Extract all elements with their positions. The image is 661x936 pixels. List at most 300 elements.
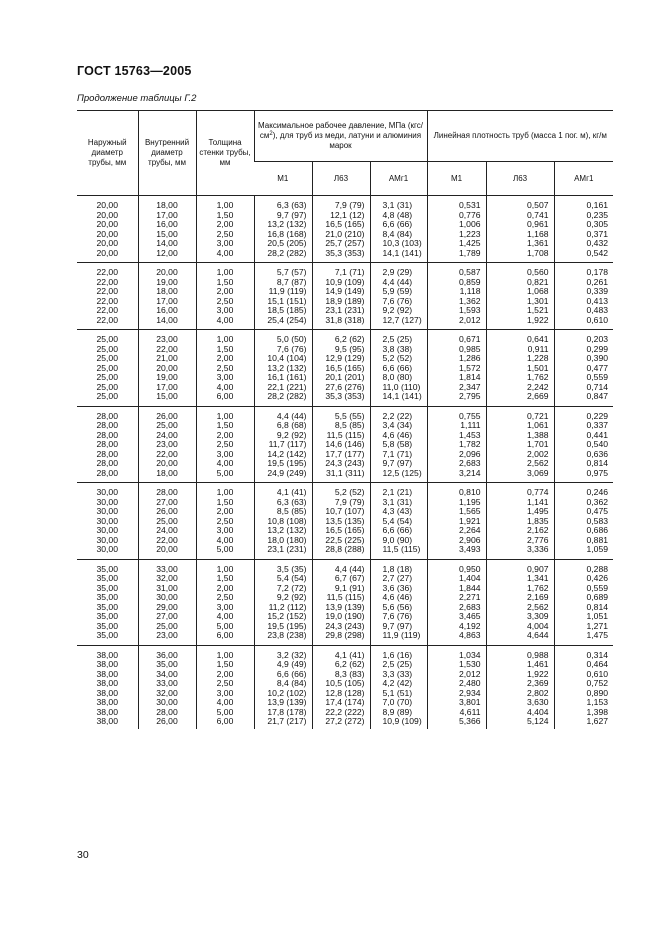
table-cell-value: 5,2 (52)	[334, 487, 365, 497]
table-cell-value: 0,774	[527, 487, 549, 497]
table-cell-value: 5,00	[216, 544, 234, 554]
cell-pressure-amg1	[370, 645, 427, 729]
table-cell-value: 9,5 (95)	[334, 343, 365, 354]
table-cell-value: 7,6 (76)	[276, 343, 307, 354]
table-cell-value: 4,3 (43)	[382, 506, 413, 516]
table-cell-value: 9,7 (97)	[382, 620, 413, 631]
table-cell-value: 0,714	[586, 381, 609, 392]
table-cell-value: 35,00	[96, 563, 118, 574]
table-cell-value: 1,141	[527, 496, 549, 507]
table-cell-value: 1,521	[527, 305, 549, 315]
table-cell-value: 7,1 (71)	[382, 448, 413, 459]
table-cell-value: 0,814	[586, 601, 609, 612]
table-cell-value: 0,975	[586, 467, 609, 478]
table-cell-value: 13,9 (139)	[267, 697, 307, 707]
table-cell-value: 15,00	[156, 228, 178, 239]
table-cell-value: 1,50	[216, 659, 234, 669]
table-cell-value: 27,00	[156, 496, 178, 507]
table-cell-value: 32,00	[156, 573, 178, 583]
table-cell-value: 0,531	[459, 200, 481, 210]
table-cell-value: 13,5 (135)	[325, 515, 365, 526]
cell-pressure-m1	[254, 263, 312, 330]
cell-outer-diameter	[77, 263, 138, 330]
table-cell-value: 2,00	[216, 219, 234, 229]
table-cell-value: 16,5 (165)	[325, 525, 365, 535]
table-cell-value: 24,9 (249)	[267, 467, 307, 478]
table-cell-value: 0,911	[527, 343, 549, 354]
table-cell-value: 15,1 (151)	[267, 295, 307, 306]
table-cell-value: 14,1 (141)	[382, 391, 422, 401]
table-cell-value: 2,480	[459, 678, 481, 688]
table-cell-value: 30,00	[96, 496, 118, 507]
table-cell-value: 3,1 (31)	[382, 496, 413, 507]
table-cell-value: 1,593	[459, 305, 481, 315]
table-cell-value: 12,8 (128)	[325, 687, 365, 698]
cell-density-l63	[486, 263, 554, 330]
table-cell-value: 30,00	[156, 697, 178, 707]
table-cell-value: 0,390	[586, 353, 609, 363]
table-cell-value: 20,00	[96, 209, 118, 220]
table-cell-value: 1,168	[527, 228, 549, 239]
table-cell-value: 0,261	[586, 276, 609, 287]
table-cell-value: 4,2 (42)	[382, 678, 413, 688]
table-cell-value: 0,671	[459, 334, 481, 344]
table-cell-value: 4,1 (41)	[334, 649, 365, 660]
table-cell-value: 22,1 (221)	[267, 381, 307, 392]
table-cell-value: 0,362	[586, 496, 609, 507]
table-cell-value: 0,441	[586, 429, 609, 440]
table-row-group	[77, 483, 613, 560]
table-cell-value: 0,314	[586, 649, 609, 660]
table-cell-value: 9,1 (91)	[334, 582, 365, 593]
table-cell-value: 2,169	[527, 592, 549, 602]
cell-density-m1	[427, 263, 486, 330]
cell-density-amg1	[554, 559, 613, 645]
table-cell-value: 30,00	[156, 592, 178, 602]
table-cell-value: 25,00	[96, 343, 118, 354]
table-cell-value: 1,153	[586, 697, 609, 707]
table-cell-value: 3,00	[216, 687, 234, 698]
table-cell-value: 22,00	[96, 276, 118, 287]
table-cell-value: 25,00	[96, 381, 118, 392]
table-cell-value: 0,559	[586, 372, 609, 382]
table-cell-value: 1,565	[459, 506, 481, 516]
cell-inner-diameter	[138, 559, 196, 645]
table-cell-value: 1,00	[216, 410, 234, 421]
table-cell-value: 20,00	[96, 247, 118, 258]
table-cell-value: 5,5 (55)	[334, 410, 365, 421]
table-cell-value: 3,00	[216, 372, 234, 382]
cell-pressure-l63	[312, 559, 370, 645]
table-cell-value: 18,00	[156, 286, 178, 296]
cell-pressure-l63	[312, 406, 370, 483]
table-cell-value: 0,464	[586, 659, 609, 669]
header-wall-thickness: Толщина стенки трубы, мм	[196, 111, 254, 196]
table-cell-value: 28,00	[156, 706, 178, 717]
cell-outer-diameter	[77, 330, 138, 407]
table-cell-value: 22,00	[96, 295, 118, 306]
table-row-group	[77, 645, 613, 729]
cell-inner-diameter	[138, 645, 196, 729]
table-cell-value: 20,00	[96, 219, 118, 229]
table-cell-value: 5,2 (52)	[382, 353, 413, 363]
table-cell-value: 38,00	[96, 649, 118, 660]
table-cell-value: 25,00	[96, 353, 118, 363]
table-cell-value: 1,341	[527, 573, 549, 583]
table-cell-value: 5,6 (56)	[382, 601, 413, 612]
table-cell-value: 1,762	[527, 582, 549, 593]
table-cell-value: 4,00	[216, 697, 234, 707]
table-cell-value: 1,8 (18)	[382, 563, 413, 574]
table-cell-value: 24,00	[156, 525, 178, 535]
header-pressure-l63: Л63	[312, 162, 370, 196]
table-cell-value: 1,50	[216, 276, 234, 287]
table-cell-value: 3,493	[459, 544, 481, 554]
table-cell-value: 38,00	[96, 716, 118, 726]
table-cell-value: 4,00	[216, 381, 234, 392]
table-cell-value: 0,246	[586, 487, 609, 497]
table-cell-value: 5,00	[216, 706, 234, 717]
table-cell-value: 18,0 (180)	[267, 534, 307, 545]
table-cell-value: 22,2 (222)	[325, 706, 365, 717]
table-cell-value: 38,00	[96, 659, 118, 669]
table-cell-value: 24,3 (243)	[325, 458, 365, 468]
table-cell-value: 19,5 (195)	[267, 458, 307, 468]
table-cell-value: 20,00	[96, 200, 118, 210]
table-cell-value: 23,1 (231)	[267, 544, 307, 554]
cell-pressure-l63	[312, 645, 370, 729]
table-body	[77, 196, 613, 729]
table-cell-value: 2,012	[459, 668, 481, 679]
table-cell-value: 1,814	[459, 372, 481, 382]
table-cell-value: 5,4 (54)	[382, 515, 413, 526]
table-cell-value: 16,8 (168)	[267, 228, 307, 239]
table-cell-value: 0,542	[586, 247, 609, 258]
table-cell-value: 18,9 (189)	[325, 295, 365, 306]
table-cell-value: 0,560	[527, 267, 549, 277]
table-cell-value: 1,789	[459, 247, 481, 258]
table-cell-value: 0,507	[527, 200, 549, 210]
table-cell-value: 1,922	[527, 668, 549, 679]
table-cell-value: 11,2 (112)	[268, 601, 307, 612]
table-cell-value: 25,00	[96, 334, 118, 344]
table-cell-value: 28,00	[96, 467, 118, 478]
table-cell-value: 2,1 (21)	[382, 487, 413, 497]
table-cell-value: 4,4 (44)	[382, 276, 413, 287]
table-cell-value: 10,7 (107)	[325, 506, 365, 516]
table-cell-value: 14,9 (149)	[325, 286, 365, 296]
table-cell-value: 4,9 (49)	[276, 659, 307, 669]
table-cell-value: 7,9 (79)	[334, 200, 365, 210]
cell-inner-diameter	[138, 406, 196, 483]
table-cell-value: 5,124	[527, 716, 549, 726]
table-cell-value: 2,00	[216, 286, 234, 296]
table-cell-value: 1,425	[459, 238, 481, 248]
cell-wall-thickness	[196, 483, 254, 560]
cell-pressure-l63	[312, 483, 370, 560]
table-cell-value: 3,5 (35)	[276, 563, 307, 574]
table-cell-value: 32,00	[156, 687, 178, 698]
table-cell-value: 2,50	[216, 295, 234, 306]
cell-density-amg1	[554, 645, 613, 729]
table-cell-value: 0,985	[459, 343, 481, 354]
table-cell-value: 5,9 (59)	[382, 286, 413, 296]
table-cell-value: 4,00	[216, 611, 234, 621]
table-cell-value: 1,461	[527, 659, 549, 669]
table-cell-value: 5,366	[459, 716, 481, 726]
table-cell-value: 0,821	[527, 276, 549, 287]
table-cell-value: 8,3 (83)	[334, 668, 365, 679]
header-max-pressure: Максимальное рабочее давление, МПа $(кгс/см^2)$, для труб из меди, латуни и алюминия марок	[254, 111, 427, 162]
table-cell-value: 28,00	[96, 439, 118, 449]
table-cell-value: 35,00	[96, 582, 118, 593]
table-cell-value: 28,00	[96, 448, 118, 459]
table-cell-value: 11,0 (110)	[382, 381, 421, 392]
table-cell-value: 28,00	[96, 458, 118, 468]
table-cell-value: 10,8 (108)	[267, 515, 307, 526]
table-cell-value: 9,2 (92)	[276, 429, 307, 440]
table-cell-value: 22,00	[156, 534, 178, 545]
cell-outer-diameter	[77, 645, 138, 729]
table-cell-value: 33,00	[156, 563, 178, 574]
table-cell-value: 1,195	[459, 496, 481, 507]
table-row-group	[77, 196, 613, 263]
table-cell-value: 0,583	[586, 515, 609, 526]
table-cell-value: 28,2 (282)	[267, 247, 307, 258]
cell-density-amg1	[554, 483, 613, 560]
header-density-amg1: АМг1	[554, 162, 613, 196]
table-cell-value: 3,00	[216, 305, 234, 315]
table-cell-value: 26,00	[156, 716, 178, 726]
table-cell-value: 3,309	[527, 611, 549, 621]
table-cell-value: 25,00	[96, 391, 118, 401]
table-cell-value: 2,242	[527, 381, 549, 392]
table-cell-value: 1,921	[459, 515, 481, 526]
table-cell-value: 10,3 (103)	[382, 238, 422, 248]
table-cell-value: 25,00	[156, 420, 178, 430]
table-cell-value: 7,2 (72)	[276, 582, 307, 593]
table-cell-value: 2,562	[527, 458, 549, 468]
table-cell-value: 5,00	[216, 620, 234, 631]
table-cell-value: 4,404	[527, 706, 549, 717]
table-cell-value: 36,00	[156, 649, 178, 660]
table-cell-value: 20,00	[156, 362, 178, 373]
table-cell-value: 5,4 (54)	[276, 573, 307, 583]
table-cell-value: 1,061	[527, 420, 549, 430]
table-cell-value: 35,00	[96, 573, 118, 583]
cell-wall-thickness	[196, 330, 254, 407]
cell-density-l63	[486, 406, 554, 483]
table-cell-value: 27,6 (276)	[325, 381, 365, 392]
table-cell-value: 1,50	[216, 343, 234, 354]
table-cell-value: 0,337	[586, 420, 609, 430]
table-cell-value: 31,00	[156, 582, 178, 593]
table-cell-value: 35,3 (353)	[325, 391, 365, 401]
table-cell-value: 1,286	[459, 353, 481, 363]
table-cell-value: 38,00	[96, 697, 118, 707]
table-cell-value: 2,683	[459, 458, 481, 468]
cell-density-amg1	[554, 406, 613, 483]
table-cell-value: 2,50	[216, 228, 234, 239]
table-cell-value: 2,683	[459, 601, 481, 612]
table-cell-value: 23,00	[156, 334, 178, 344]
cell-pressure-amg1	[370, 196, 427, 263]
table-cell-value: 1,361	[527, 238, 549, 248]
table-cell-value: 0,686	[586, 525, 609, 535]
table-cell-value: 4,4 (44)	[276, 410, 307, 421]
cell-density-l63	[486, 645, 554, 729]
table-cell-value: 2,669	[527, 391, 549, 401]
table-cell-value: 4,4 (44)	[334, 563, 365, 574]
cell-pressure-amg1	[370, 559, 427, 645]
table-cell-value: 16,00	[156, 305, 178, 315]
table-cell-value: 5,0 (50)	[276, 334, 307, 344]
table-cell-value: 26,00	[156, 410, 178, 421]
table-cell-value: 8,9 (89)	[382, 706, 413, 717]
cell-wall-thickness	[196, 559, 254, 645]
table-cell-value: 1,00	[216, 334, 234, 344]
table-cell-value: 20,00	[96, 238, 118, 248]
table-cell-value: 0,859	[459, 276, 481, 287]
cell-pressure-m1	[254, 483, 312, 560]
table-cell-value: 4,6 (46)	[382, 429, 413, 440]
table-cell-value: 23,00	[156, 630, 178, 640]
table-cell-value: 30,00	[96, 515, 118, 526]
table-cell-value: 19,0 (190)	[325, 611, 365, 621]
table-cell-value: 35,00	[96, 620, 118, 631]
table-cell-value: 8,7 (87)	[276, 276, 307, 287]
table-cell-value: 3,465	[459, 611, 481, 621]
table-cell-value: 28,00	[156, 487, 178, 497]
table-cell-value: 19,00	[156, 276, 178, 287]
table-cell-value: 0,847	[586, 391, 609, 401]
table-caption: Продолжение таблицы Г.2	[77, 93, 197, 104]
table-cell-value: 6,3 (63)	[276, 200, 307, 210]
table-cell-value: 0,432	[586, 238, 609, 248]
cell-density-amg1	[554, 196, 613, 263]
table-cell-value: 19,5 (195)	[267, 620, 307, 631]
table-cell-value: 0,776	[459, 209, 481, 220]
table-cell-value: 20,1 (201)	[325, 372, 365, 382]
table-cell-value: 3,8 (38)	[382, 343, 413, 354]
table-cell-value: 31,8 (318)	[325, 314, 365, 325]
table-cell-value: 1,835	[527, 515, 549, 526]
table-cell-value: 1,271	[586, 620, 609, 631]
table-cell-value: 17,00	[156, 209, 178, 220]
table-cell-value: 0,890	[586, 687, 609, 698]
table-cell-value: 33,00	[156, 678, 178, 688]
table-cell-value: 18,00	[156, 200, 178, 210]
table-cell-value: 9,2 (92)	[382, 305, 413, 315]
table-cell-value: 20,5 (205)	[267, 238, 307, 248]
table-cell-value: 21,7 (217)	[267, 716, 307, 726]
table-cell-value: 6,8 (68)	[276, 420, 307, 430]
table-cell-value: 0,961	[527, 219, 549, 229]
table-cell-value: 0,235	[586, 209, 609, 220]
table-cell-value: 2,012	[459, 314, 481, 325]
table-cell-value: 0,477	[586, 362, 609, 373]
cell-density-m1	[427, 406, 486, 483]
table-cell-value: 1,00	[216, 649, 234, 660]
cell-density-l63	[486, 330, 554, 407]
table-cell-value: 25,00	[156, 620, 178, 631]
table-cell-value: 1,453	[459, 429, 481, 440]
table-cell-value: 0,178	[586, 267, 609, 277]
table-cell-value: 35,00	[156, 659, 178, 669]
table-cell-value: 0,288	[586, 563, 609, 574]
cell-pressure-amg1	[370, 263, 427, 330]
table-cell-value: 1,50	[216, 573, 234, 583]
table-cell-value: 2,562	[527, 601, 549, 612]
table-cell-value: 10,4 (104)	[267, 353, 307, 363]
table-cell-value: 2,934	[459, 687, 481, 698]
table-cell-value: 3,2 (32)	[276, 649, 307, 660]
table-row-group	[77, 406, 613, 483]
table-cell-value: 1,50	[216, 209, 234, 220]
table-cell-value: 0,587	[459, 267, 481, 277]
table-cell-value: 13,9 (139)	[325, 601, 365, 612]
table-cell-value: 2,00	[216, 353, 234, 363]
table-cell-value: 13,2 (132)	[267, 525, 307, 535]
table-cell-value: 2,00	[216, 668, 234, 679]
cell-outer-diameter	[77, 559, 138, 645]
table-cell-value: 17,4 (174)	[325, 697, 365, 707]
cell-density-m1	[427, 330, 486, 407]
table-cell-value: 4,004	[527, 620, 549, 631]
table-cell-value: 8,5 (85)	[276, 506, 307, 516]
cell-density-m1	[427, 645, 486, 729]
table-row-group	[77, 330, 613, 407]
table-cell-value: 23,1 (231)	[325, 305, 365, 315]
table-cell-value: 17,00	[156, 295, 178, 306]
table-cell-value: 28,00	[96, 429, 118, 440]
table-cell-value: 9,7 (97)	[276, 209, 307, 220]
cell-pressure-l63	[312, 263, 370, 330]
table-cell-value: 1,572	[459, 362, 481, 373]
table-cell-value: 10,9 (109)	[325, 276, 365, 287]
table-cell-value: 1,034	[459, 649, 481, 660]
table-cell-value: 38,00	[96, 706, 118, 717]
table-cell-value: 10,9 (109)	[382, 716, 422, 726]
cell-wall-thickness	[196, 263, 254, 330]
table-cell-value: 4,00	[216, 534, 234, 545]
table-cell-value: 24,00	[156, 429, 178, 440]
table-cell-value: 6,00	[216, 391, 234, 401]
header-density-l63: Л63	[486, 162, 554, 196]
table-cell-value: 22,00	[96, 267, 118, 277]
cell-density-l63	[486, 196, 554, 263]
table-cell-value: 1,388	[527, 429, 549, 440]
table-cell-value: 2,9 (29)	[382, 267, 413, 277]
table-cell-value: 38,00	[96, 668, 118, 679]
table-cell-value: 7,0 (70)	[382, 697, 413, 707]
table-cell-value: 9,7 (97)	[382, 458, 413, 468]
table-cell-value: 2,7 (27)	[382, 573, 413, 583]
table-cell-value: 14,00	[156, 314, 178, 325]
table-cell-value: 0,689	[586, 592, 609, 602]
table-cell-value: 2,00	[216, 582, 234, 593]
table-cell-value: 2,5 (25)	[382, 334, 413, 344]
table-cell-value: 1,118	[459, 286, 481, 296]
table-cell-value: 2,347	[459, 381, 481, 392]
table-cell-value: 6,00	[216, 716, 234, 726]
table-cell-value: 3,00	[216, 238, 234, 248]
table-cell-value: 22,00	[96, 286, 118, 296]
table-cell-value: 3,1 (31)	[382, 200, 413, 210]
table-cell-value: 0,299	[586, 343, 609, 354]
table-cell-value: 0,426	[586, 573, 609, 583]
table-cell-value: 2,162	[527, 525, 549, 535]
